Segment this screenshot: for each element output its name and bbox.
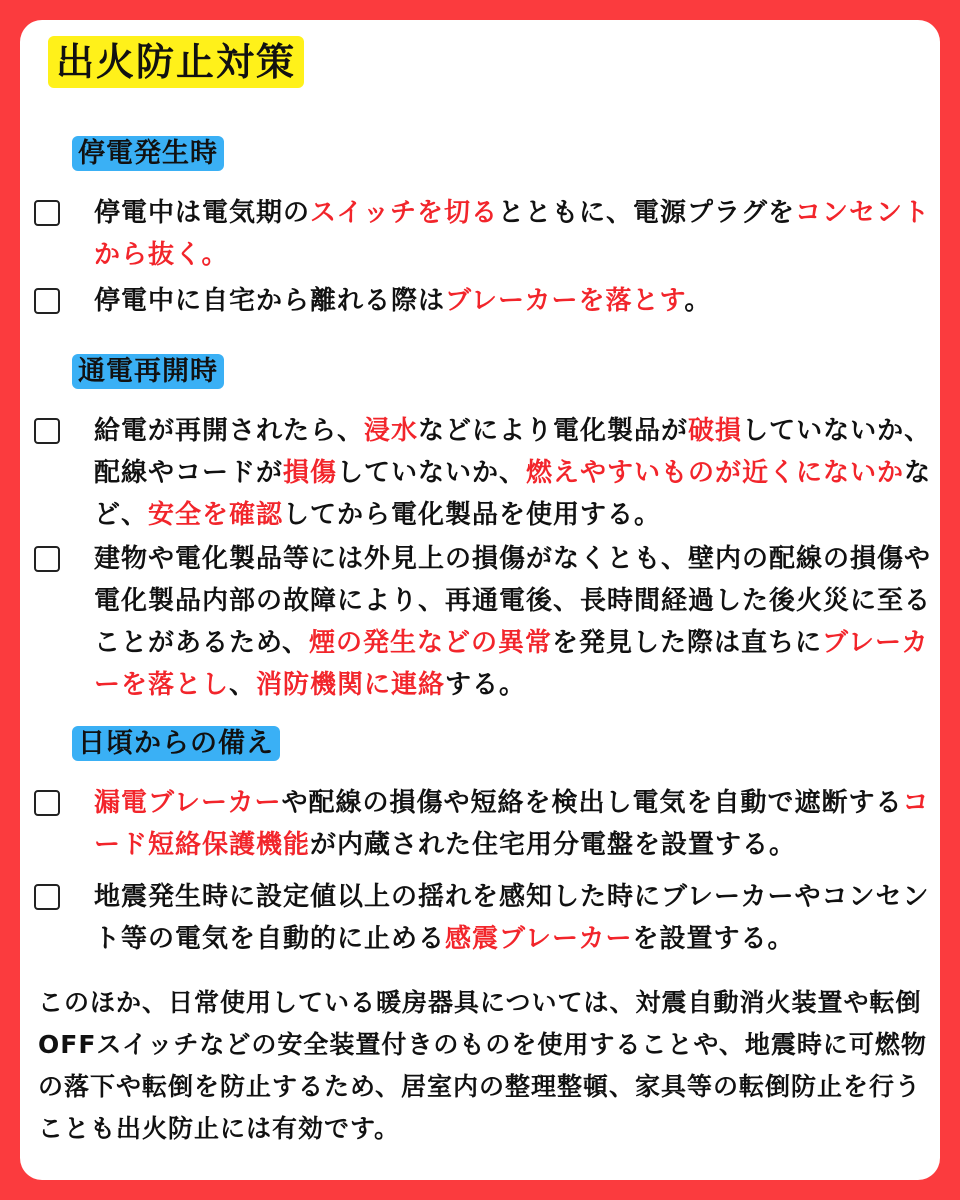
emphasis-text: 安全を確認 <box>148 500 284 530</box>
body-text: を発見した際は直ちに <box>551 628 822 658</box>
section-heading-power-outage <box>72 138 224 170</box>
body-text: 建物や電化製品等には外見上の損傷がなくとも、壁内の配線の損傷や電化製品内部の故障により、再通電後、長時間経過した後火災に至ることがあるため、 <box>94 544 932 658</box>
checkbox[interactable] <box>34 418 60 444</box>
item-text <box>94 782 934 866</box>
emphasis-text: コード短絡保護機能 <box>94 788 930 860</box>
emphasis-text: 損傷 <box>283 458 338 488</box>
checkbox[interactable] <box>34 200 60 226</box>
item-text <box>94 410 934 536</box>
section-heading-text: 停電発生時 <box>72 136 224 171</box>
emphasis-text: ブレーカーを落とし <box>94 628 929 700</box>
emphasis-text: スイッチを切る <box>310 198 498 228</box>
section-heading-text: 日頃からの備え <box>72 726 280 761</box>
body-text: とともに、電源プラグを <box>497 198 795 228</box>
body-text: する。 <box>445 670 527 700</box>
body-text: が内蔵された住宅用分電盤を設置する。 <box>310 830 797 860</box>
body-text: などにより電化製品が <box>418 416 689 446</box>
emphasis-text: ブレーカーを落とす <box>445 286 685 316</box>
body-text: 給電が再開されたら、 <box>94 416 365 446</box>
emphasis-text: 破損 <box>688 416 743 446</box>
body-text: していないか、配線やコードが <box>94 416 932 488</box>
emphasis-text: 消防機関に連絡 <box>256 670 446 700</box>
content-card <box>20 20 940 1180</box>
emphasis-text: 漏電ブレーカー <box>94 788 282 818</box>
checkbox[interactable] <box>34 546 60 572</box>
footer-note: このほか、日常使用している暖房器具については、対震自動消火装置や転倒OFFスイッチなどの安全装置付きのものを使用することや、地震時に可燃物の落下や転倒を防止するため、居室内の整理整頓、家具等の転倒防止を行うことも出火防止には有効です。 <box>38 988 927 1143</box>
checkbox[interactable] <box>34 288 60 314</box>
body-text: していないか、 <box>337 458 527 488</box>
emphasis-text: 燃えやすいものが近くにないか <box>526 458 905 488</box>
body-text: や配線の損傷や短絡を検出し電気を自動で遮断する <box>281 788 903 818</box>
section-heading-daily-preparation <box>72 728 280 760</box>
checkbox[interactable] <box>34 884 60 910</box>
item-text <box>94 280 934 322</box>
emphasis-text: 感震ブレーカー <box>445 924 633 954</box>
emphasis-text: 煙の発生などの異常 <box>308 628 552 658</box>
body-text: 、 <box>229 670 257 700</box>
item-text <box>94 876 934 960</box>
section-heading-power-restored <box>72 356 224 388</box>
body-text: など、 <box>94 458 932 530</box>
body-text: 停電中は電気期の <box>94 198 311 228</box>
item-text <box>94 192 934 276</box>
item-text <box>94 538 934 706</box>
body-text: 。 <box>684 286 712 316</box>
checkbox[interactable] <box>34 790 60 816</box>
body-text: 停電中に自宅から離れる際は <box>94 286 446 316</box>
section-heading-text: 通電再開時 <box>72 354 224 389</box>
body-text: 地震発生時に設定値以上の揺れを感知した時にブレーカーやコンセント等の電気を自動的に止める <box>94 882 930 954</box>
page-title <box>48 40 304 86</box>
emphasis-text: 浸水 <box>364 416 419 446</box>
body-text: を設置する。 <box>632 924 795 954</box>
page-title-text: 出火防止対策 <box>48 36 304 88</box>
body-text: してから電化製品を使用する。 <box>283 500 662 530</box>
emphasis-text: コンセントから抜く。 <box>94 198 931 270</box>
